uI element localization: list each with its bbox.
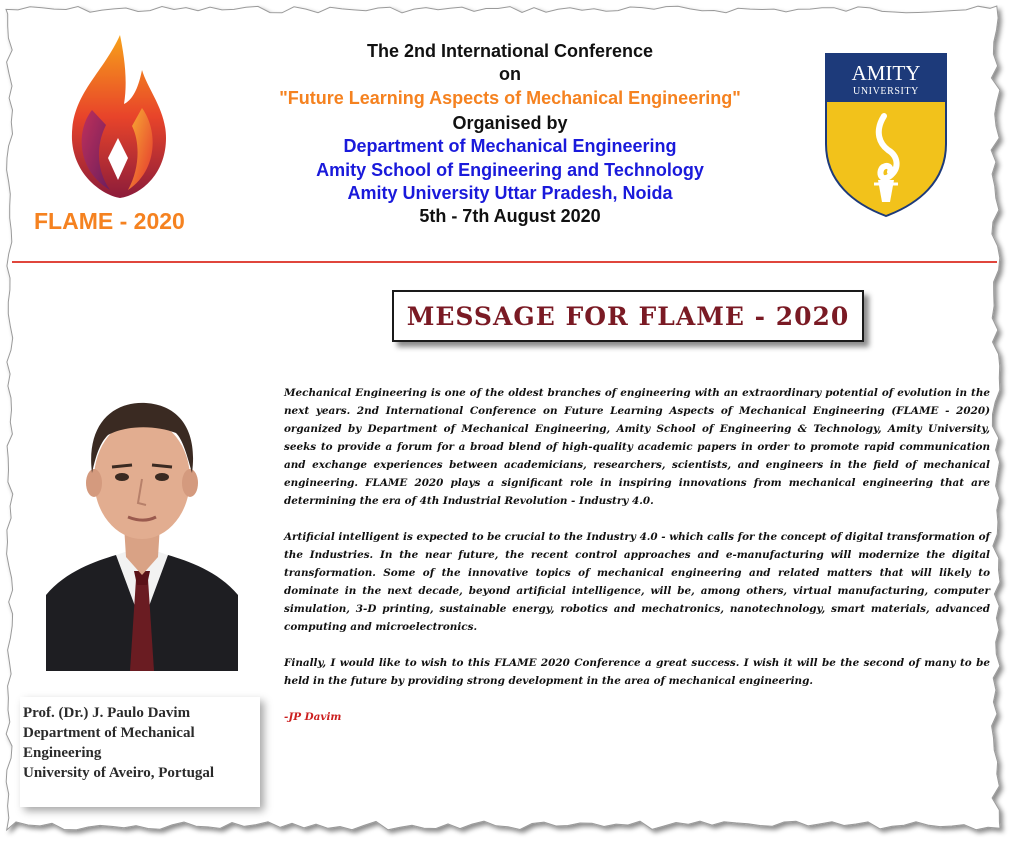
conference-dates: 5th - 7th August 2020 — [419, 206, 601, 226]
author-name: Prof. (Dr.) J. Paulo Davim — [23, 705, 191, 721]
conference-on: on — [499, 64, 521, 84]
author-university: University of Aveiro, Portugal — [23, 765, 215, 781]
author-dept-line2: Engineering — [23, 745, 102, 761]
message-title: MESSAGE FOR FLAME - 2020 — [406, 301, 850, 331]
conference-title: The 2nd International Conference — [366, 41, 654, 61]
message-paragraph-2: Artificial intelligent is expected to be crucial to the Industry 4.0 - which calls for the concept of digital transformation of the Industries. In the near future, the recent control approaches and e-manufacturing will modernize the digital transformation. Some of the innovative topics of mechanical engineering and related matters that will likely to dominate in the next decade, beyond artificial intelligence, will be, among others, virtual manufacturing, computer simulation, 3-D printing, sustainable energy, robotics and mechatronics, nanotechnology, smart materials, advanced computing and microelectronics. — [284, 531, 990, 633]
organised-by: Organised by — [452, 113, 568, 133]
message-body — [284, 384, 990, 744]
author-photo — [46, 375, 238, 671]
header-divider — [12, 261, 997, 263]
department-name: Department of Mechanical Engineering — [343, 136, 677, 156]
amity-logo — [822, 52, 950, 218]
message-paragraph-3: Finally, I would like to wish to this FLAME 2020 Conference a great success. I wish it will be the second of many to be held in the future by providing strong development in the area of mechanical engineering. — [284, 657, 990, 687]
university-name: Amity University Uttar Pradesh, Noida — [347, 183, 673, 203]
flame-icon — [62, 30, 172, 200]
author-card — [20, 697, 260, 807]
school-name: Amity School of Engineering and Technology — [316, 160, 704, 180]
message-paragraph-1: Mechanical Engineering is one of the oldest branches of engineering with an extraordinary potential of evolution in the next years. 2nd International Conference on Future Learning Aspects of Mechanical Engineering (FLAME - 2020) organized by Department of Mechanical Engineering, Amity School of Engineering & Technology, Amity University, seeks to provide a forum for a broad blend of high-quality academic papers in order to promote rapid communication and exchange experiences between academicians, researchers, scientists, and engineers in the field of mechanical engineering. FLAME 2020 plays a significant role in inspiring innovations from mechanical engineering that are determining the era of 4th Industrial Revolution - Industry 4.0. — [284, 387, 990, 507]
conference-theme: "Future Learning Aspects of Mechanical Engineering" — [279, 88, 741, 108]
amity-shield-icon — [822, 52, 950, 218]
amity-logo-subtext: UNIVERSITY — [853, 86, 919, 97]
author-dept-line1: Department of Mechanical — [23, 725, 195, 741]
signature: -JP Davim — [284, 711, 342, 723]
flame-caption: FLAME - 2020 — [34, 208, 185, 234]
message-title-box — [392, 290, 864, 342]
author-portrait — [46, 375, 238, 671]
flame-logo — [62, 30, 172, 200]
amity-logo-text: AMITY — [851, 61, 921, 85]
